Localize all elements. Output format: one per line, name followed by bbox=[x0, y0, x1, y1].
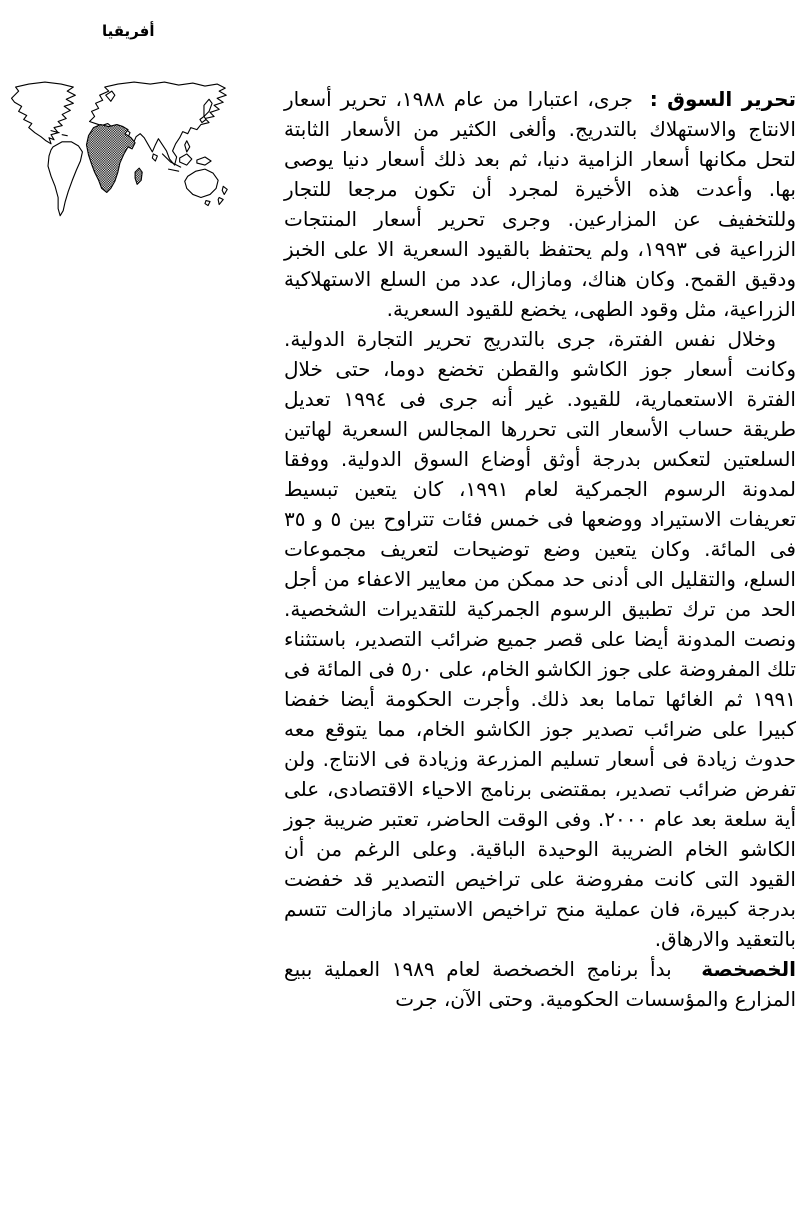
paragraph-market-liberalization-body: جرى، اعتبارا من عام ١٩٨٨، تحرير أسعار الانتاج والاستهلاك بالتدريج. وألغى الكثير من الأسعار الثابتة لتحل مكانها أسعار الزامية دنيا، ثم بعد ذلك أسعار دنيا يوصى بها. وأعدت هذه الأخيرة لمجرد أن تكون مرجعا للتجار وللتخفيف عن المزارعين. وجرى تحرير أسعار المنتجات الزراعية فى ١٩٩٣، ولم يحتفظ بالقيود السعرية الا على الخبز ودقيق القمح. وكان هناك، ومازال، عدد من السلع الاستهلاكية الزراعية، مثل وقود الطهى، يخضع للقيود السعرية. bbox=[284, 87, 796, 321]
paragraph-market-liberalization bbox=[284, 84, 796, 324]
paragraph-privatization-body: بدأ برنامج الخصخصة لعام ١٩٨٩ العملية ببيع المزارع والمؤسسات الحكومية. وحتى الآن، جرت bbox=[284, 957, 796, 1011]
world-map-africa-highlighted-icon bbox=[4, 80, 250, 238]
article-text-column bbox=[284, 84, 796, 1014]
paragraph-privatization bbox=[284, 954, 796, 1014]
run-in-heading-market-liberalization: تحرير السوق : bbox=[649, 87, 797, 111]
page-header-region-title: أفريقيا bbox=[102, 22, 155, 40]
run-in-heading-privatization: الخصخصة bbox=[701, 957, 796, 981]
paragraph-trade-liberalization: وخلال نفس الفترة، جرى بالتدريج تحرير التجارة الدولية. وكانت أسعار جوز الكاشو والقطن تخضع دوما، حتى خلال الفترة الاستعمارية، للقيود. غير أنه جرى فى ١٩٩٤ تعديل طريقة حساب الأسعار التى تحررها المجالس السعرية لهاتين السلعتين لتعكس بدرجة أوثق أوضاع السوق الدولية. ووفقا لمدونة الرسوم الجمركية لعام ١٩٩١، كان يتعين تبسيط تعريفات الاستيراد ووضعها فى خمس فئات تتراوح بين ٥ و ٣٥ فى المائة. وكان يتعين وضع توضيحات لتعريف مجموعات السلع، والتقليل الى أدنى حد ممكن من معايير الاعفاء من أجل الحد من ترك تطبيق الرسوم الجمركية للتقديرات الشخصية. ونصت المدونة أيضا على قصر جميع ضرائب التصدير، باستثناء تلك المفروضة على جوز الكاشو الخام، على ٠ر٥ فى المائة فى ١٩٩١ ثم الغائها تماما بعد ذلك. وأجرت الحكومة أيضا خفضا كبيرا على ضرائب تصدير جوز الكاشو الخام، مما يتوقع معه حدوث زيادة فى أسعار تسليم المزرعة وزيادة فى الانتاج. ولن تفرض ضرائب تصدير، بمقتضى برنامج الاحياء الاقتصادى، على أية سلعة بعد عام ٢٠٠٠. وفى الوقت الحاضر، تعتبر ضريبة جوز الكاشو الخام الضريبة الوحيدة الباقية. وعلى الرغم من أن القيود التى كانت مفروضة على تراخيص التصدير قد خفضت بدرجة كبيرة، فان عملية منح تراخيص الاستيراد مازالت تتسم بالتعقيد والارهاق. bbox=[284, 327, 796, 951]
